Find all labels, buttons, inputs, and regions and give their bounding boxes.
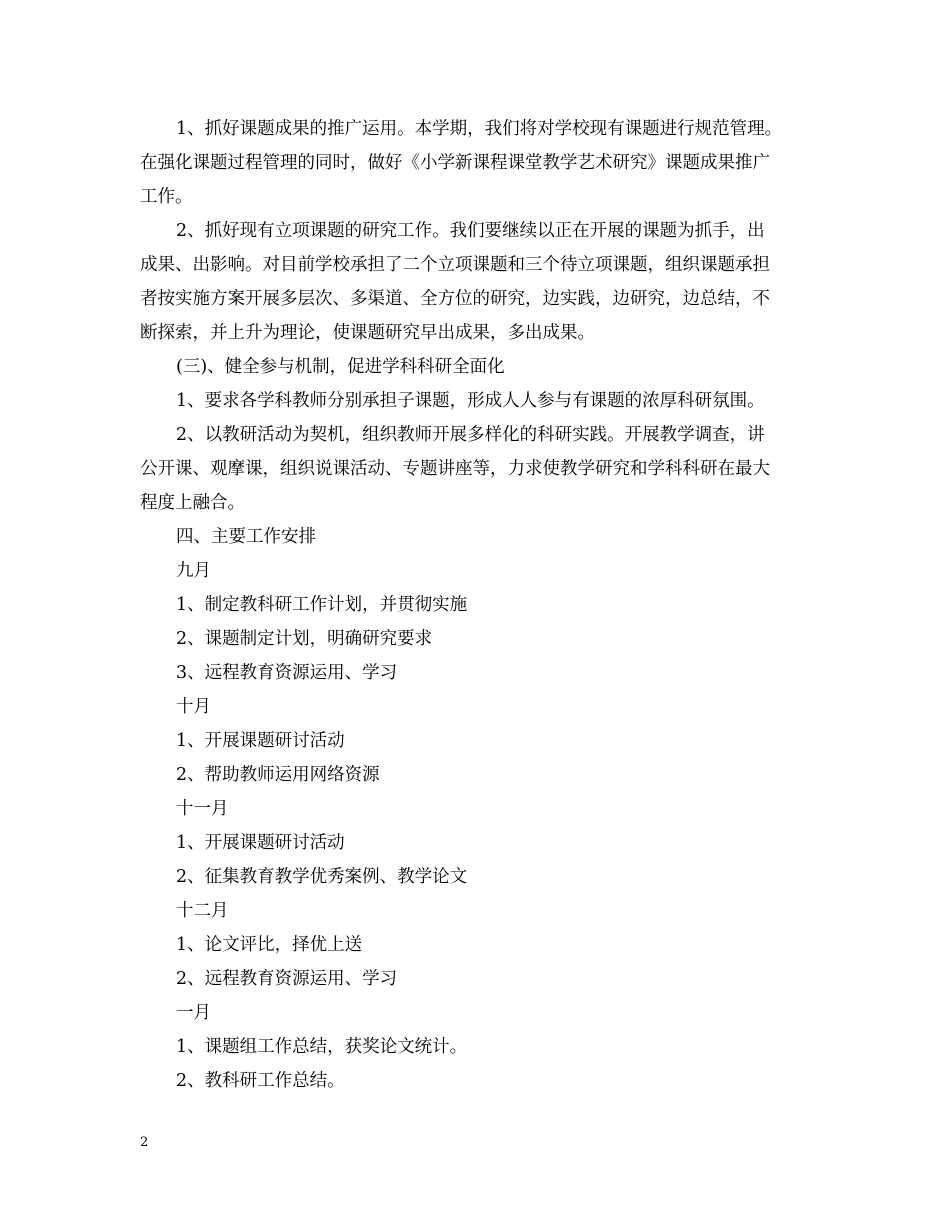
paragraph-line: 公开课、观摩课，组织说课活动、专题讲座等，力求使教学研究和学科科研在最大: [140, 459, 770, 479]
document-body: [140, 112, 820, 1098]
paragraph-line: 2、以教研活动为契机，组织教师开展多样化的科研实践。开展教学调查，讲: [176, 425, 765, 445]
paragraph-line: 在强化课题过程管理的同时，做好《小学新课程课堂教学艺术研究》课题成果推广: [140, 153, 770, 173]
paragraph-line: 工作。: [140, 187, 193, 207]
list-item: 1、论文评比，择优上送: [176, 935, 363, 955]
list-item: 2、征集教育教学优秀案例、教学论文: [176, 867, 468, 887]
list-item: 2、教科研工作总结。: [176, 1071, 345, 1091]
list-item: 1、开展课题研讨活动: [176, 731, 345, 751]
paragraph-line: 断探索，并上升为理论，使课题研究早出成果，多出成果。: [140, 323, 595, 343]
list-item: 2、远程教育资源运用、学习: [176, 969, 398, 989]
list-item: 1、制定教科研工作计划，并贯彻实施: [176, 595, 468, 615]
list-item: 1、课题组工作总结，获奖论文统计。: [176, 1037, 468, 1057]
page-number: 2: [140, 1135, 149, 1150]
month-heading: 十月: [176, 697, 211, 717]
list-item: 3、远程教育资源运用、学习: [176, 663, 398, 683]
list-item: 2、课题制定计划，明确研究要求: [176, 629, 433, 649]
paragraph-line: 1、抓好课题成果的推广运用。本学期，我们将对学校现有课题进行规范管理。: [176, 119, 783, 139]
paragraph-line: 2、抓好现有立项课题的研究工作。我们要继续以正在开展的课题为抓手，出: [176, 221, 765, 241]
month-heading: 一月: [176, 1003, 211, 1023]
paragraph-line: 者按实施方案开展多层次、多渠道、全方位的研究，边实践，边研究，边总结，不: [140, 289, 770, 309]
paragraph-line: 1、要求各学科教师分别承担子课题，形成人人参与有课题的浓厚科研氛围。: [176, 391, 765, 411]
section-heading: 四、主要工作安排: [176, 527, 316, 547]
paragraph-line: 程度上融合。: [140, 493, 245, 513]
month-heading: 十一月: [176, 799, 229, 819]
month-heading: 十二月: [176, 901, 229, 921]
list-item: 2、帮助教师运用网络资源: [176, 765, 380, 785]
section-heading: (三)、健全参与机制，促进学科科研全面化: [176, 357, 505, 377]
paragraph-line: 成果、出影响。对目前学校承担了二个立项课题和三个待立项课题，组织课题承担: [140, 255, 770, 275]
month-heading: 九月: [176, 561, 211, 581]
list-item: 1、开展课题研讨活动: [176, 833, 345, 853]
